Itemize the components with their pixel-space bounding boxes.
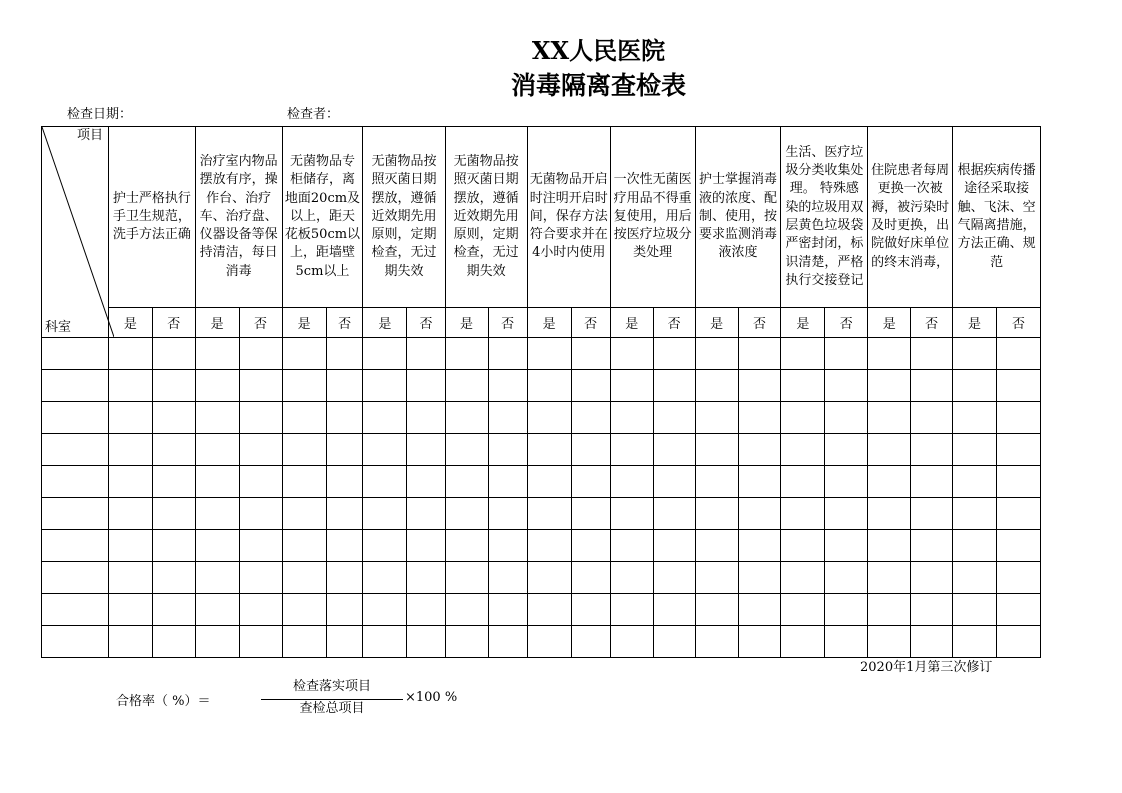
check-cell[interactable]: [109, 434, 153, 466]
check-cell[interactable]: [825, 338, 868, 370]
check-cell[interactable]: [738, 530, 781, 562]
check-cell[interactable]: [996, 626, 1040, 658]
formula-numerator: 检查落实项目: [292, 679, 371, 694]
check-cell[interactable]: [653, 402, 695, 434]
check-cell[interactable]: [488, 466, 527, 498]
table-row: [42, 530, 1041, 562]
check-cell[interactable]: [825, 402, 868, 434]
no-label: 否: [239, 308, 282, 338]
dept-cell[interactable]: [42, 370, 109, 402]
check-cell[interactable]: [911, 626, 953, 658]
check-cell[interactable]: [239, 402, 282, 434]
check-cell[interactable]: [653, 498, 695, 530]
check-cell[interactable]: [868, 498, 911, 530]
check-cell[interactable]: [738, 434, 781, 466]
check-cell[interactable]: [781, 562, 825, 594]
check-cell[interactable]: [282, 338, 326, 370]
check-cell[interactable]: [610, 434, 653, 466]
check-cell[interactable]: [195, 530, 239, 562]
check-cell[interactable]: [109, 626, 153, 658]
check-cell[interactable]: [239, 434, 282, 466]
dept-cell[interactable]: [42, 498, 109, 530]
check-cell[interactable]: [195, 370, 239, 402]
check-cell[interactable]: [239, 498, 282, 530]
check-cell[interactable]: [527, 498, 571, 530]
check-cell[interactable]: [527, 594, 571, 626]
check-cell[interactable]: [911, 530, 953, 562]
no-label: 否: [571, 308, 610, 338]
table-row: [42, 434, 1041, 466]
table-row: [42, 402, 1041, 434]
corner-item-label: 项目: [77, 128, 104, 143]
check-cell[interactable]: [282, 434, 326, 466]
check-cell[interactable]: [868, 402, 911, 434]
check-cell[interactable]: [738, 562, 781, 594]
check-cell[interactable]: [868, 594, 911, 626]
check-cell[interactable]: [610, 466, 653, 498]
check-cell[interactable]: [825, 370, 868, 402]
yes-label: 是: [527, 308, 571, 338]
check-cell[interactable]: [868, 626, 911, 658]
table-row: [42, 594, 1041, 626]
dept-cell[interactable]: [42, 402, 109, 434]
check-cell[interactable]: [195, 562, 239, 594]
check-cell[interactable]: [109, 402, 153, 434]
check-cell[interactable]: [239, 338, 282, 370]
check-cell[interactable]: [326, 498, 363, 530]
check-cell[interactable]: [738, 498, 781, 530]
check-cell[interactable]: [195, 434, 239, 466]
dept-cell[interactable]: [42, 466, 109, 498]
check-cell[interactable]: [407, 402, 445, 434]
check-cell[interactable]: [326, 594, 363, 626]
check-cell[interactable]: [152, 402, 195, 434]
dept-cell[interactable]: [42, 530, 109, 562]
check-cell[interactable]: [109, 338, 153, 370]
check-cell[interactable]: [326, 530, 363, 562]
check-cell[interactable]: [911, 402, 953, 434]
check-cell[interactable]: [363, 466, 407, 498]
check-cell[interactable]: [445, 402, 488, 434]
check-cell[interactable]: [326, 434, 363, 466]
check-cell[interactable]: [653, 466, 695, 498]
dept-cell[interactable]: [42, 626, 109, 658]
check-cell[interactable]: [653, 562, 695, 594]
check-cell[interactable]: [407, 370, 445, 402]
yes-label: 是: [363, 308, 407, 338]
check-cell[interactable]: [825, 626, 868, 658]
table-row: [42, 626, 1041, 658]
formula-multiplier: ×100 %: [405, 690, 458, 705]
check-cell[interactable]: [326, 562, 363, 594]
check-cell[interactable]: [996, 594, 1040, 626]
formula-denominator: 查检总项目: [299, 701, 365, 716]
check-cell[interactable]: [571, 530, 610, 562]
check-cell[interactable]: [109, 530, 153, 562]
check-cell[interactable]: [282, 594, 326, 626]
yes-label: 是: [282, 308, 326, 338]
corner-dept-label: 科室: [45, 320, 72, 335]
check-cell[interactable]: [953, 498, 997, 530]
diagonal-divider: [42, 127, 114, 337]
check-cell[interactable]: [109, 562, 153, 594]
check-cell[interactable]: [109, 370, 153, 402]
check-cell[interactable]: [445, 562, 488, 594]
table-corner-cell: [42, 127, 109, 338]
no-label: 否: [825, 308, 868, 338]
check-cell[interactable]: [571, 402, 610, 434]
check-cell[interactable]: [653, 626, 695, 658]
check-cell[interactable]: [996, 498, 1040, 530]
check-cell[interactable]: [195, 338, 239, 370]
check-cell[interactable]: [239, 370, 282, 402]
check-cell[interactable]: [953, 626, 997, 658]
check-cell[interactable]: [527, 530, 571, 562]
check-cell[interactable]: [407, 498, 445, 530]
check-cell[interactable]: [868, 370, 911, 402]
check-cell[interactable]: [825, 594, 868, 626]
table-row: [42, 562, 1041, 594]
check-cell[interactable]: [363, 338, 407, 370]
column-header-6: 无菌物品开启时注明开启时间，保存方法符合要求并在4小时内使用: [527, 127, 610, 308]
table-row: [42, 338, 1041, 370]
check-cell[interactable]: [239, 530, 282, 562]
check-cell[interactable]: [152, 626, 195, 658]
column-header-2: 治疗室内物品摆放有序，操作台、治疗车、治疗盘、仪器设备等保持清洁，每日消毒: [195, 127, 282, 308]
column-header-11: 根据疾病传播途径采取接触、飞沫、空气隔离措施，方法正确、规范: [953, 127, 1041, 308]
check-cell[interactable]: [825, 498, 868, 530]
pass-rate-label: 合格率（ %）＝: [116, 694, 211, 709]
no-label: 否: [152, 308, 195, 338]
check-cell[interactable]: [407, 434, 445, 466]
dept-cell[interactable]: [42, 338, 109, 370]
check-cell[interactable]: [195, 498, 239, 530]
check-cell[interactable]: [695, 626, 738, 658]
check-cell[interactable]: [445, 626, 488, 658]
revision-note: 2020年1月第三次修订: [860, 660, 993, 675]
yes-label: 是: [445, 308, 488, 338]
check-cell[interactable]: [911, 562, 953, 594]
check-cell[interactable]: [282, 466, 326, 498]
check-cell[interactable]: [953, 594, 997, 626]
checklist-table: [41, 126, 1041, 658]
check-cell[interactable]: [996, 466, 1040, 498]
check-cell[interactable]: [239, 466, 282, 498]
check-cell[interactable]: [653, 434, 695, 466]
check-cell[interactable]: [653, 530, 695, 562]
check-cell[interactable]: [363, 498, 407, 530]
check-cell[interactable]: [911, 466, 953, 498]
check-cell[interactable]: [407, 466, 445, 498]
dept-cell[interactable]: [42, 562, 109, 594]
check-cell[interactable]: [195, 466, 239, 498]
check-cell[interactable]: [781, 594, 825, 626]
check-cell[interactable]: [911, 498, 953, 530]
check-cell[interactable]: [610, 562, 653, 594]
check-cell[interactable]: [911, 434, 953, 466]
check-cell[interactable]: [571, 434, 610, 466]
check-cell[interactable]: [488, 594, 527, 626]
check-cell[interactable]: [868, 466, 911, 498]
check-cell[interactable]: [488, 370, 527, 402]
check-cell[interactable]: [527, 562, 571, 594]
check-cell[interactable]: [363, 402, 407, 434]
check-cell[interactable]: [996, 370, 1040, 402]
check-cell[interactable]: [781, 498, 825, 530]
column-header-4: 无菌物品按照灭菌日期摆放，遵循近效期先用原则，定期检查，无过期失效: [363, 127, 445, 308]
inspection-date-label: 检查日期：: [67, 107, 133, 122]
check-cell[interactable]: [407, 594, 445, 626]
check-cell[interactable]: [445, 434, 488, 466]
check-cell[interactable]: [363, 370, 407, 402]
check-cell[interactable]: [738, 402, 781, 434]
check-cell[interactable]: [109, 498, 153, 530]
check-cell[interactable]: [326, 626, 363, 658]
check-cell[interactable]: [653, 370, 695, 402]
check-cell[interactable]: [738, 466, 781, 498]
check-cell[interactable]: [109, 466, 153, 498]
check-cell[interactable]: [407, 338, 445, 370]
no-label: 否: [738, 308, 781, 338]
check-cell[interactable]: [953, 338, 997, 370]
check-cell[interactable]: [152, 594, 195, 626]
check-cell[interactable]: [363, 594, 407, 626]
check-cell[interactable]: [527, 434, 571, 466]
check-cell[interactable]: [571, 338, 610, 370]
no-label: 否: [653, 308, 695, 338]
check-cell[interactable]: [953, 434, 997, 466]
check-cell[interactable]: [653, 338, 695, 370]
check-cell[interactable]: [239, 562, 282, 594]
check-cell[interactable]: [781, 402, 825, 434]
table-row: [42, 498, 1041, 530]
check-cell[interactable]: [527, 402, 571, 434]
check-cell[interactable]: [363, 626, 407, 658]
check-cell[interactable]: [571, 626, 610, 658]
check-cell[interactable]: [239, 626, 282, 658]
no-label: 否: [996, 308, 1040, 338]
check-cell[interactable]: [407, 626, 445, 658]
check-cell[interactable]: [571, 562, 610, 594]
check-cell[interactable]: [445, 498, 488, 530]
column-header-10: 住院患者每周更换一次被褥，被污染时及时更换，出院做好床单位的终末消毒，: [868, 127, 953, 308]
check-cell[interactable]: [738, 594, 781, 626]
check-cell[interactable]: [911, 370, 953, 402]
check-cell[interactable]: [152, 434, 195, 466]
check-cell[interactable]: [152, 370, 195, 402]
check-cell[interactable]: [911, 338, 953, 370]
no-label: 否: [488, 308, 527, 338]
check-cell[interactable]: [610, 338, 653, 370]
check-cell[interactable]: [738, 626, 781, 658]
check-cell[interactable]: [407, 562, 445, 594]
check-cell[interactable]: [953, 466, 997, 498]
check-cell[interactable]: [695, 434, 738, 466]
check-cell[interactable]: [488, 626, 527, 658]
column-header-5: 无菌物品按照灭菌日期摆放，遵循近效期先用原则，定期检查，无过期失效: [445, 127, 527, 308]
no-label: 否: [326, 308, 363, 338]
check-cell[interactable]: [825, 434, 868, 466]
check-cell[interactable]: [610, 626, 653, 658]
dept-cell[interactable]: [42, 434, 109, 466]
yes-label: 是: [109, 308, 153, 338]
check-cell[interactable]: [781, 530, 825, 562]
check-cell[interactable]: [282, 402, 326, 434]
check-cell[interactable]: [610, 402, 653, 434]
check-cell[interactable]: [825, 466, 868, 498]
check-cell[interactable]: [527, 338, 571, 370]
check-cell[interactable]: [868, 562, 911, 594]
yes-label: 是: [868, 308, 911, 338]
check-cell[interactable]: [781, 626, 825, 658]
check-cell[interactable]: [109, 594, 153, 626]
check-cell[interactable]: [610, 498, 653, 530]
column-header-9: 生活、医疗垃圾分类收集处理。 特殊感染的垃圾用双层黄色垃圾袋严密封闭，标识清楚，严格执行交接登记: [781, 127, 868, 308]
check-cell[interactable]: [445, 466, 488, 498]
check-cell[interactable]: [527, 370, 571, 402]
column-header-7: 一次性无菌医疗用品不得重复使用，用后按医疗垃圾分类处理: [610, 127, 695, 308]
check-cell[interactable]: [152, 530, 195, 562]
check-cell[interactable]: [152, 562, 195, 594]
check-cell[interactable]: [488, 562, 527, 594]
check-cell[interactable]: [610, 370, 653, 402]
check-cell[interactable]: [326, 338, 363, 370]
column-header-3: 无菌物品专柜储存，离地面20cm及以上，距天花板50cm以上，距墙壁5cm以上: [282, 127, 363, 308]
check-cell[interactable]: [695, 338, 738, 370]
check-cell[interactable]: [868, 530, 911, 562]
check-cell[interactable]: [825, 562, 868, 594]
no-label: 否: [407, 308, 445, 338]
check-cell[interactable]: [695, 370, 738, 402]
check-cell[interactable]: [695, 498, 738, 530]
check-cell[interactable]: [610, 594, 653, 626]
check-cell[interactable]: [488, 530, 527, 562]
check-cell[interactable]: [781, 434, 825, 466]
check-cell[interactable]: [953, 402, 997, 434]
check-cell[interactable]: [282, 562, 326, 594]
yes-label: 是: [695, 308, 738, 338]
check-cell[interactable]: [953, 370, 997, 402]
check-cell[interactable]: [781, 370, 825, 402]
check-cell[interactable]: [738, 338, 781, 370]
check-cell[interactable]: [152, 466, 195, 498]
column-header-8: 护士掌握消毒液的浓度、配制、使用，按要求监测消毒液浓度: [695, 127, 781, 308]
check-cell[interactable]: [488, 338, 527, 370]
yes-label: 是: [195, 308, 239, 338]
check-cell[interactable]: [953, 562, 997, 594]
form-title: 消毒隔离查检表: [510, 71, 686, 100]
yes-label: 是: [781, 308, 825, 338]
check-cell[interactable]: [571, 498, 610, 530]
check-cell[interactable]: [488, 434, 527, 466]
check-cell[interactable]: [695, 466, 738, 498]
check-cell[interactable]: [653, 594, 695, 626]
table-row: [42, 466, 1041, 498]
check-cell[interactable]: [152, 338, 195, 370]
check-cell[interactable]: [445, 594, 488, 626]
check-cell[interactable]: [445, 338, 488, 370]
check-cell[interactable]: [282, 626, 326, 658]
check-cell[interactable]: [781, 466, 825, 498]
table-row: [42, 370, 1041, 402]
check-cell[interactable]: [571, 466, 610, 498]
check-cell[interactable]: [571, 594, 610, 626]
check-cell[interactable]: [868, 434, 911, 466]
check-cell[interactable]: [445, 530, 488, 562]
no-label: 否: [911, 308, 953, 338]
check-cell[interactable]: [695, 402, 738, 434]
column-header-1: 护士严格执行手卫生规范，洗手方法正确: [109, 127, 196, 308]
yes-label: 是: [610, 308, 653, 338]
check-cell[interactable]: [527, 626, 571, 658]
dept-cell[interactable]: [42, 594, 109, 626]
check-cell[interactable]: [195, 402, 239, 434]
check-cell[interactable]: [326, 402, 363, 434]
check-cell[interactable]: [488, 402, 527, 434]
check-cell[interactable]: [488, 498, 527, 530]
check-cell[interactable]: [996, 562, 1040, 594]
check-cell[interactable]: [695, 530, 738, 562]
check-cell[interactable]: [996, 434, 1040, 466]
check-cell[interactable]: [911, 594, 953, 626]
check-cell[interactable]: [781, 338, 825, 370]
check-cell[interactable]: [996, 402, 1040, 434]
check-cell[interactable]: [825, 530, 868, 562]
check-cell[interactable]: [445, 370, 488, 402]
check-cell[interactable]: [738, 370, 781, 402]
check-cell[interactable]: [996, 338, 1040, 370]
check-cell[interactable]: [695, 594, 738, 626]
check-cell[interactable]: [239, 594, 282, 626]
check-cell[interactable]: [326, 370, 363, 402]
check-cell[interactable]: [610, 530, 653, 562]
check-cell[interactable]: [195, 594, 239, 626]
hospital-name: XX人民医院: [531, 36, 666, 65]
check-cell[interactable]: [868, 338, 911, 370]
yes-label: 是: [953, 308, 997, 338]
check-cell[interactable]: [953, 530, 997, 562]
check-cell[interactable]: [527, 466, 571, 498]
check-cell[interactable]: [282, 370, 326, 402]
check-cell[interactable]: [363, 434, 407, 466]
check-cell[interactable]: [407, 530, 445, 562]
check-cell[interactable]: [996, 530, 1040, 562]
check-cell[interactable]: [571, 370, 610, 402]
check-cell[interactable]: [195, 626, 239, 658]
check-cell[interactable]: [363, 562, 407, 594]
check-cell[interactable]: [326, 466, 363, 498]
checklist-table-wrapper: [41, 126, 1041, 658]
check-cell[interactable]: [363, 530, 407, 562]
inspector-label: 检查者：: [287, 107, 340, 122]
check-cell[interactable]: [282, 498, 326, 530]
check-cell[interactable]: [695, 562, 738, 594]
check-cell[interactable]: [152, 498, 195, 530]
check-cell[interactable]: [282, 530, 326, 562]
